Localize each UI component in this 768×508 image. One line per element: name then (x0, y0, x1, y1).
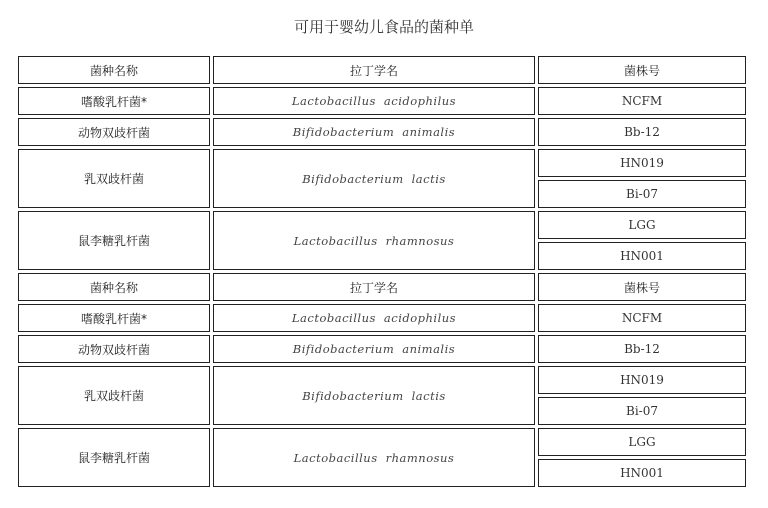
latin-species: acidophilus (383, 311, 457, 325)
page-title: 可用于婴幼儿食品的菌种单 (293, 18, 474, 36)
latin-species: rhamnosus (385, 233, 455, 248)
latin-genus: Bifidobacterium (292, 125, 395, 139)
strain-code-cell: Bb-12 (538, 118, 746, 146)
strain-table (18, 56, 746, 487)
latin-species: animalis (402, 342, 456, 356)
strain-code-cell: LGG (538, 428, 746, 456)
latin-species: lactis (411, 171, 446, 186)
latin-name-cell (213, 149, 535, 208)
latin-name-cell (213, 335, 535, 363)
strain-code-cell: NCFM (538, 304, 746, 332)
strain-code-cell: HN001 (538, 459, 746, 487)
latin-genus: Bifidobacterium (292, 342, 395, 356)
header-cell: 拉丁学名 (213, 273, 535, 301)
latin-genus: Lactobacillus (293, 450, 378, 465)
header-cell: 菌株号 (538, 56, 746, 84)
latin-species: animalis (402, 125, 456, 139)
strain-name-cell: 动物双歧杆菌 (18, 335, 210, 363)
latin-name-cell (213, 211, 535, 270)
strain-name-cell: 乳双歧杆菌 (18, 366, 210, 425)
header-cell: 拉丁学名 (213, 56, 535, 84)
latin-genus: Lactobacillus (291, 94, 376, 108)
latin-genus: Lactobacillus (293, 233, 378, 248)
strain-code-cell: HN019 (538, 366, 746, 394)
latin-name-cell (213, 304, 535, 332)
strain-code-cell: HN001 (538, 242, 746, 270)
header-cell: 菌种名称 (18, 273, 210, 301)
strain-code-cell: Bi-07 (538, 180, 746, 208)
strain-code-cell: HN019 (538, 149, 746, 177)
strain-code-cell: LGG (538, 211, 746, 239)
latin-genus: Lactobacillus (291, 311, 376, 325)
latin-name-cell (213, 428, 535, 487)
strain-name-cell: 嗜酸乳杆菌* (18, 87, 210, 115)
header-cell: 菌种名称 (18, 56, 210, 84)
latin-name-cell (213, 87, 535, 115)
header-cell: 菌株号 (538, 273, 746, 301)
strain-code-cell: Bi-07 (538, 397, 746, 425)
latin-species: lactis (411, 388, 446, 403)
strain-name-cell: 鼠李糖乳杆菌 (18, 211, 210, 270)
latin-name-cell (213, 118, 535, 146)
strain-code-cell: NCFM (538, 87, 746, 115)
latin-name-cell (213, 366, 535, 425)
latin-genus: Bifidobacterium (302, 171, 404, 186)
latin-genus: Bifidobacterium (302, 388, 404, 403)
latin-species: acidophilus (383, 94, 457, 108)
strain-name-cell: 嗜酸乳杆菌* (18, 304, 210, 332)
strain-name-cell: 乳双歧杆菌 (18, 149, 210, 208)
strain-name-cell: 鼠李糖乳杆菌 (18, 428, 210, 487)
strain-code-cell: Bb-12 (538, 335, 746, 363)
latin-species: rhamnosus (385, 450, 455, 465)
strain-name-cell: 动物双歧杆菌 (18, 118, 210, 146)
